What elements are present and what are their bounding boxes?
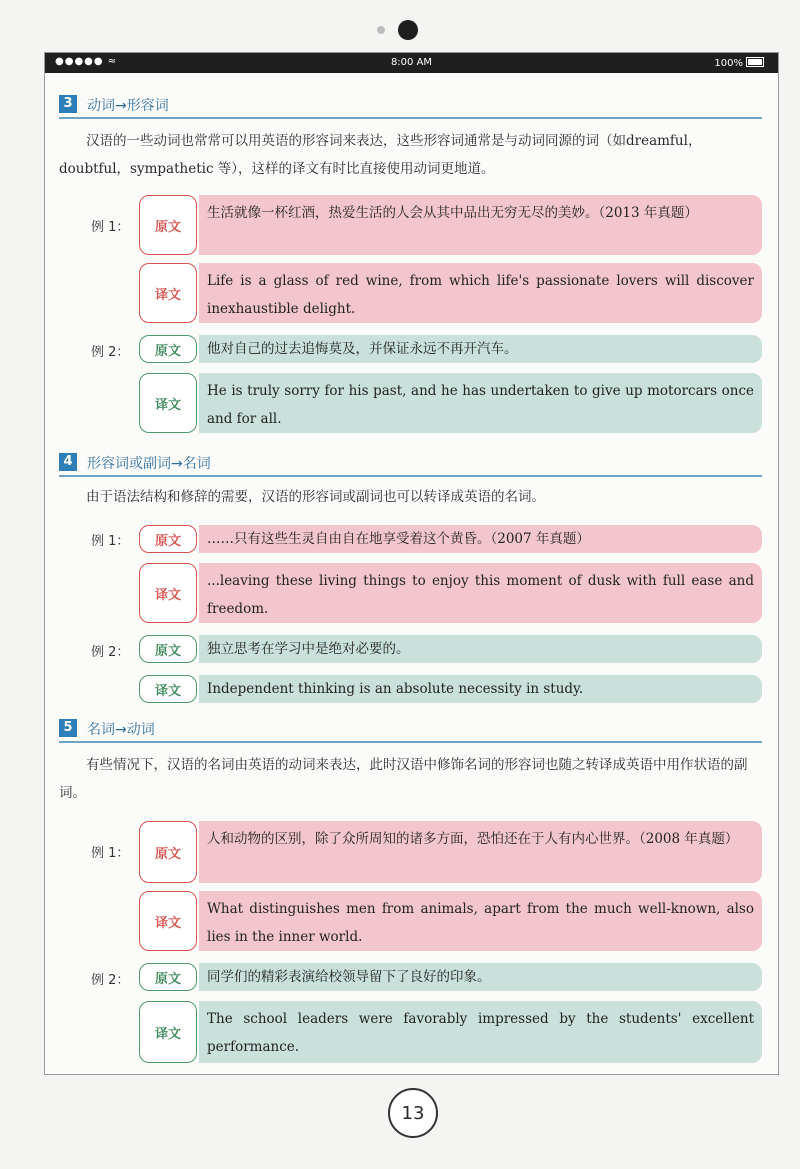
page-dot-active[interactable] [398, 20, 418, 40]
signal-icon: ●●●●● ≈ [55, 56, 118, 67]
translation-text-box [199, 263, 762, 323]
translation-text: The school leaders were favorably impressed by the students' excellent performance. [207, 1011, 754, 1055]
battery-label: 100% [714, 58, 743, 69]
translation-tag: 译文 [139, 263, 197, 323]
battery-status [714, 57, 764, 69]
section-heading [59, 93, 762, 119]
original-tag: 原文 [139, 335, 197, 363]
section-number: 4 [59, 453, 77, 471]
example-label: 例 1： [91, 534, 130, 549]
example-label: 例 2： [91, 645, 130, 660]
section-intro: 有些情况下，汉语的名词由英语的动词来表达，此时汉语中修饰名词的形容词也随之转译成英语中用作状语的副词。 [59, 757, 748, 801]
original-text: 他对自己的过去追悔莫及，并保证永远不再开汽车。 [207, 341, 518, 357]
example-label: 例 1： [91, 220, 130, 235]
translation-text-box [199, 563, 762, 623]
original-text-box [199, 195, 762, 255]
translation-text: Independent thinking is an absolute necessity in study. [207, 681, 584, 697]
battery-icon [746, 57, 764, 67]
section-intro: 汉语的一些动词也常常可以用英语的形容词来表达，这些形容词通常是与动词同源的词（如dreamful，doubtful，sympathetic 等），这样的译文有时比直接使用动词更地道。 [59, 133, 702, 177]
original-text: 独立思考在学习中是绝对必要的。 [207, 641, 410, 657]
original-text: ……只有这些生灵自由自在地享受着这个黄昏。（2007 年真题） [207, 531, 590, 547]
translation-text: He is truly sorry for his past, and he has undertaken to give up motorcars once and for all. [207, 383, 754, 427]
section-intro: 由于语法结构和修辞的需要，汉语的形容词或副词也可以转译成英语的名词。 [86, 489, 545, 505]
page-number: 13 [388, 1088, 438, 1138]
translation-tag: 译文 [139, 891, 197, 951]
translation-text: What distinguishes men from animals, apart from the much well-known, also lies in the inner world. [207, 901, 754, 945]
original-tag: 原文 [139, 821, 197, 883]
original-tag: 原文 [139, 195, 197, 255]
status-time: 8:00 AM [390, 57, 433, 68]
page-indicator [0, 18, 800, 42]
translation-text: Life is a glass of red wine, from which life's passionate lovers will discover inexhaustible delight. [207, 273, 754, 317]
original-tag: 原文 [139, 635, 197, 663]
translation-text: ...leaving these living things to enjoy this moment of dusk with full ease and freedom. [207, 573, 754, 617]
section-title: 动词→形容词 [87, 98, 169, 114]
translation-text-box [199, 1001, 762, 1063]
tablet-frame [44, 52, 779, 1075]
page-dot[interactable] [377, 26, 385, 34]
status-bar [45, 53, 778, 73]
original-text-box [199, 635, 762, 663]
translation-text-box [199, 373, 762, 433]
example-label: 例 1： [91, 846, 130, 861]
section-heading [59, 451, 762, 477]
original-text: 同学们的精彩表演给校领导留下了良好的印象。 [207, 969, 491, 985]
section-number: 5 [59, 719, 77, 737]
translation-tag: 译文 [139, 563, 197, 623]
translation-tag: 译文 [139, 1001, 197, 1063]
section-title: 名词→动词 [87, 722, 155, 738]
translation-text-box [199, 891, 762, 951]
original-text: 人和动物的区别，除了众所周知的诸多方面，恐怕还在于人有内心世界。（2008 年真题） [207, 831, 739, 847]
original-text-box [199, 963, 762, 991]
example-label: 例 2： [91, 345, 130, 360]
translation-tag: 译文 [139, 373, 197, 433]
original-text-box [199, 821, 762, 883]
original-text: 生活就像一杯红酒，热爱生活的人会从其中品出无穷无尽的美妙。（2013 年真题） [207, 205, 698, 221]
section-number: 3 [59, 95, 77, 113]
example-label: 例 2： [91, 973, 130, 988]
section-heading [59, 717, 762, 743]
translation-text-box [199, 675, 762, 703]
original-tag: 原文 [139, 963, 197, 991]
original-text-box [199, 335, 762, 363]
original-text-box [199, 525, 762, 553]
translation-tag: 译文 [139, 675, 197, 703]
original-tag: 原文 [139, 525, 197, 553]
section-title: 形容词或副词→名词 [87, 456, 211, 472]
